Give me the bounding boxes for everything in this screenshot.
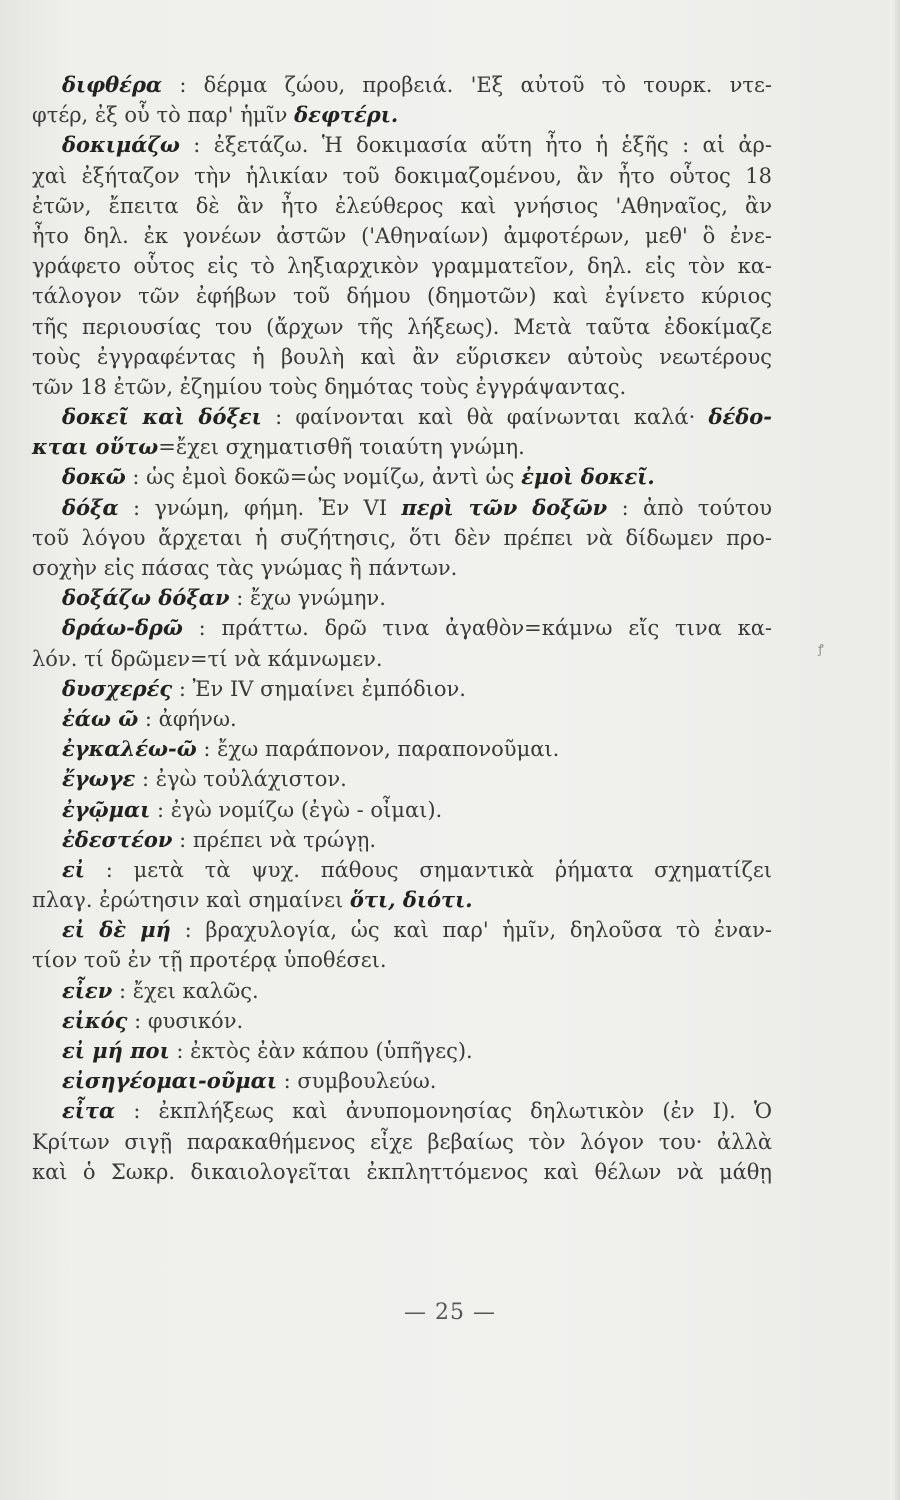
emphasis-text: δέδο-: [708, 404, 773, 430]
text-line: [32, 644, 772, 674]
text-line: [32, 191, 772, 221]
line-text: τῆς περιουσίας του (ἄρχων τῆς λήξεως). Μετὰ ταῦτα ἐδοκίμαζε: [32, 314, 772, 339]
emphasis-text: περὶ τῶν δοξῶν: [401, 494, 608, 520]
text-line: [32, 493, 772, 523]
text-line: [32, 100, 772, 130]
text-line: [32, 1006, 772, 1036]
text-line: [32, 1096, 772, 1126]
line-text: τοῦ λόγου ἄρχεται ἡ συζήτησις, ὅτι δὲν πρέπει νὰ δίδωμεν προ-: [32, 525, 772, 550]
line-text: : ὡς ἐμοὶ δοκῶ=ὡς νομίζω, ἀντὶ ὡς: [125, 465, 522, 490]
text-line: [32, 613, 772, 643]
line-text: σοχὴν εἰς πάσας τὰς γνώμας ἢ πάντων.: [32, 556, 458, 580]
line-text: γράφετο οὗτος εἰς τὸ ληξιαρχικὸν γραμματεῖον, δηλ. εἰς τὸν κα-: [32, 254, 772, 279]
text-line: [32, 342, 772, 372]
text-line: [32, 432, 772, 462]
text-line: [32, 1066, 772, 1096]
text-line: [32, 704, 772, 734]
line-text: : φαίνονται καὶ θὰ φαίνωνται καλά·: [261, 405, 709, 430]
text-line: [32, 130, 772, 160]
text-line: [32, 945, 772, 975]
text-line: [32, 402, 772, 432]
headword: εἰ δὲ μή: [62, 917, 171, 943]
headword: δοκιμάζω: [62, 132, 180, 158]
line-text: πλαγ. ἐρώτησιν καὶ σημαίνει: [32, 888, 350, 913]
line-text: =ἔχει σχηματισθῆ τοιαύτη γνώμη.: [158, 435, 525, 460]
line-text: : ἐξετάζω. Ἡ δοκιμασία αὕτη ἦτο ἡ ἑξῆς : αἱ ἀρ-: [179, 133, 772, 158]
headword: ἔγωγε: [62, 766, 136, 792]
emphasis-text: δεφτέρι.: [294, 102, 399, 128]
text-line: [32, 70, 772, 100]
line-text: φτέρ, ἐξ οὗ τὸ παρ' ἡμῖν: [32, 103, 295, 128]
line-text: : πρέπει νὰ τρώγῃ.: [172, 827, 377, 852]
line-text: χαὶ ἐξήταζον τὴν ἡλικίαν τοῦ δοκιμαζομένου, ἂν ἦτο οὗτος 18: [32, 163, 772, 188]
text-line: [32, 1036, 772, 1066]
text-line: [32, 795, 772, 825]
line-text: : ἐγὼ τοὐλάχιστον.: [135, 767, 347, 792]
line-text: τίον τοῦ ἐν τῇ προτέρᾳ ὑποθέσει.: [32, 948, 387, 973]
text-line: [32, 885, 772, 915]
text-line: [32, 462, 772, 492]
text-line: [32, 553, 772, 583]
line-text: : ἔχω παράπονον, παραπονοῦμαι.: [196, 737, 560, 762]
emphasis-text: κται οὕτω: [32, 434, 159, 460]
emphasis-text: ὅτι, διότι.: [349, 887, 473, 913]
line-text: : ἐκτὸς ἐὰν κάπου (ὑπῆγες).: [169, 1039, 473, 1063]
headword: δυσχερές: [62, 675, 173, 701]
line-text: ἐτῶν, ἔπειτα δὲ ἂν ἦτο ἐλεύθερος καὶ γνήσιος 'Αθηναῖος, ἂν: [32, 193, 772, 218]
line-text: : ἔχει καλῶς.: [112, 978, 259, 1003]
text-line: [32, 915, 772, 945]
line-text: λόν. τί δρῶμεν=τί νὰ κάμνωμεν.: [32, 646, 383, 671]
text-line: [32, 281, 772, 311]
text-line: [32, 734, 772, 764]
headword: δοκῶ: [62, 464, 126, 490]
text-line: [32, 825, 772, 855]
line-text: : γνώμη, φήμη. Ἐν VI: [118, 495, 402, 520]
text-line: [32, 855, 772, 885]
line-text: : μετὰ τὰ ψυχ. πάθους σημαντικὰ ῥήματα σχηματίζει: [84, 857, 772, 882]
line-text: καὶ ὁ Σωκρ. δικαιολογεῖται ἐκπληττόμενος καὶ θέλων νὰ μάθῃ: [32, 1159, 772, 1184]
line-text: τῶν 18 ἐτῶν, ἐζημίου τοὺς δημότας τοὺς ἐγγράψαντας.: [32, 374, 627, 399]
text-line: [32, 1157, 772, 1187]
text-line: [32, 674, 772, 704]
line-text: τοὺς ἐγγραφέντας ἡ βουλὴ καὶ ἂν εὕρισκεν αὐτοὺς νεωτέρους: [32, 344, 772, 369]
line-text: : Ἐν IV σημαίνει ἐμπόδιον.: [172, 676, 466, 701]
text-line: [32, 161, 772, 191]
page-number: — 25 —: [404, 1300, 496, 1325]
line-text: ἦτο δηλ. ἐκ γονέων ἀστῶν ('Αθηναίων) ἀμφοτέρων, μεθ' ὃ ἐνε-: [32, 223, 772, 248]
text-line: [32, 764, 772, 794]
text-line: [32, 251, 772, 281]
headword: εἶτα: [62, 1098, 116, 1124]
text-line: [32, 976, 772, 1006]
headword: ἐάω ῶ: [62, 705, 139, 731]
line-text: : ἔχω γνώμην.: [229, 586, 386, 611]
text-line: [32, 523, 772, 553]
line-text: : ἐκπλήξεως καὶ ἀνυπομονησίας δηλωτικὸν (ἐν I). Ὁ: [115, 1099, 772, 1124]
text-line: [32, 1127, 772, 1157]
line-text: : ἀφήνω.: [138, 706, 237, 731]
line-text: τάλογον τῶν ἐφήβων τοῦ δήμου (δημοτῶν) καὶ ἐγίνετο κύριος: [32, 284, 772, 309]
line-text: : ἐγὼ νομίζω (ἐγὼ - οἶμαι).: [150, 797, 443, 822]
headword: εἶεν: [62, 977, 113, 1003]
headword: δοξάζω δόξαν: [62, 585, 230, 611]
headword: εἰ μή ποι: [62, 1038, 170, 1063]
headword: διφθέρα: [62, 72, 163, 97]
headword: εἰκός: [62, 1007, 128, 1033]
line-text: : δέρμα ζώου, προβειά. 'Εξ αὐτοῦ τὸ τουρκ. ντε-: [162, 73, 772, 97]
margin-mark: ꝭ: [818, 642, 824, 656]
text-line: [32, 372, 772, 402]
line-text: : ἀπὸ τούτου: [607, 495, 772, 520]
text-line: [32, 221, 772, 251]
line-text: : πράττω. δρῶ τινα ἀγαθὸν=κάμνω εἴς τινα κα-: [182, 616, 772, 641]
line-text: Κρίτων σιγῇ παρακαθήμενος εἶχε βεβαίως τὸν λόγον του· ἀλλὰ: [32, 1129, 772, 1154]
headword: δοκεῖ καὶ δόξει: [62, 404, 262, 430]
headword: ἐγκαλέω-ῶ: [62, 736, 197, 762]
headword: δόξα: [62, 494, 119, 520]
emphasis-text: ἐμοὶ δοκεῖ.: [521, 464, 655, 490]
headword: ἐγῷμαι: [62, 796, 151, 822]
headword: εἰσηγέομαι-οῦμαι: [62, 1068, 277, 1094]
page-spine-edge: [890, 0, 900, 1500]
text-line: [32, 312, 772, 342]
glossary-text-block: [32, 70, 772, 1187]
line-text: : φυσικόν.: [127, 1008, 244, 1033]
line-text: : βραχυλογία, ὡς καὶ παρ' ἡμῖν, δηλοῦσα τὸ ἐναν-: [170, 918, 772, 943]
headword: ἐδεστέον: [62, 826, 173, 852]
headword: εἰ: [62, 856, 85, 882]
line-text: : συμβουλεύω.: [277, 1069, 437, 1094]
headword: δράω-δρῶ: [62, 615, 183, 641]
text-line: [32, 583, 772, 613]
